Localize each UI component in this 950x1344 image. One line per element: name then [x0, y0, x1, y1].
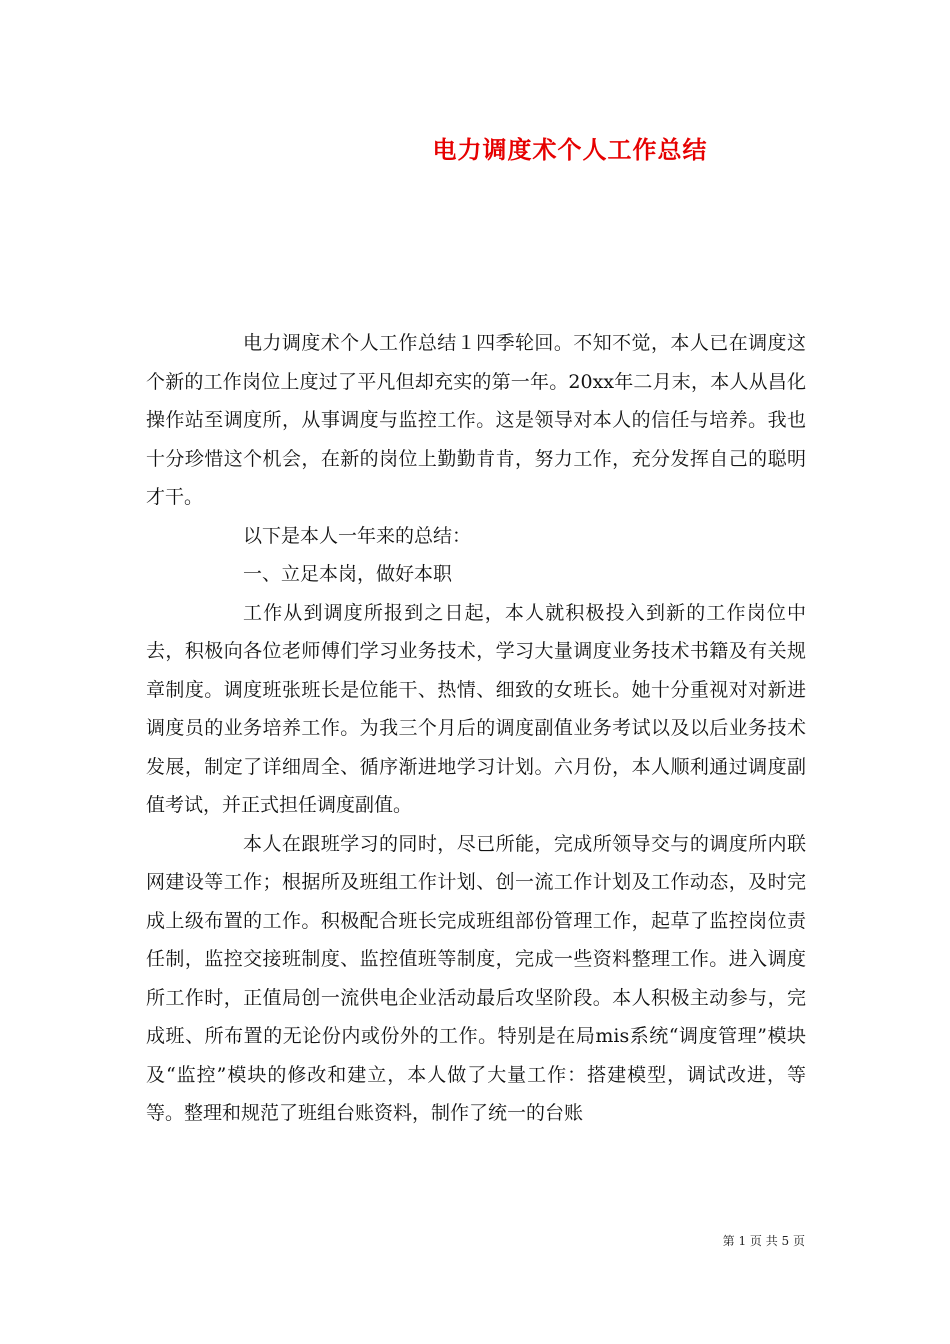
paragraph-intro: 电力调度术个人工作总结１四季轮回。不知不觉，本人已在调度这个新的工作岗位上度过了平凡但却充实的第一年。20xx年二月末，本人从昌化操作站至调度所，从事调度与监控工作。这是领导对本人的信任与培养。我也十分珍惜这个机会，在新的岗位上勤勤肯肯，努力工作，充分发挥自己的聪明才干。	[146, 332, 806, 508]
paragraph-summary-lead: 以下是本人一年来的总结：	[243, 524, 472, 547]
document-title: 电力调度术个人工作总结	[432, 135, 708, 164]
paragraph-work-start: 工作从到调度所报到之日起，本人就积极投入到新的工作岗位中去，积极向各位老师傅们学习业务技术，学习大量调度业务技术书籍及有关规章制度。调度班张班长是位能干、热情、细致的女班长。她十分重视对对新进调度员的业务培养工作。为我三个月后的调度副值业务考试以及以后业务技术发展，制定了详细周全、循序渐进地学习计划。六月份，本人顺利通过调度副值考试，并正式担任调度副值。	[146, 601, 806, 816]
document-body	[146, 324, 806, 1133]
section-heading-1: 一、立足本岗，做好本职	[243, 563, 453, 585]
paragraph-work-details: 本人在跟班学习的同时，尽已所能，完成所领导交与的调度所内联网建设等工作；根据所及班组工作计划、创一流工作计划及工作动态，及时完成上级布置的工作。积极配合班长完成班组部份管理工作，起草了监控岗位责任制，监控交接班制度、监控值班等制度，完成一些资料整理工作。进入调度所工作时，正值局创一流供电企业活动最后攻坚阶段。本人积极主动参与，完成班、所布置的无论份内或份外的工作。特别是在局mis系统“调度管理”模块及“监控”模块的修改和建立，本人做了大量工作：搭建模型，调试改进，等等。整理和规范了班组台账资料，制作了统一的台账	[146, 832, 806, 1124]
page-number-footer: 第 1 页 共 5 页	[722, 1234, 805, 1248]
